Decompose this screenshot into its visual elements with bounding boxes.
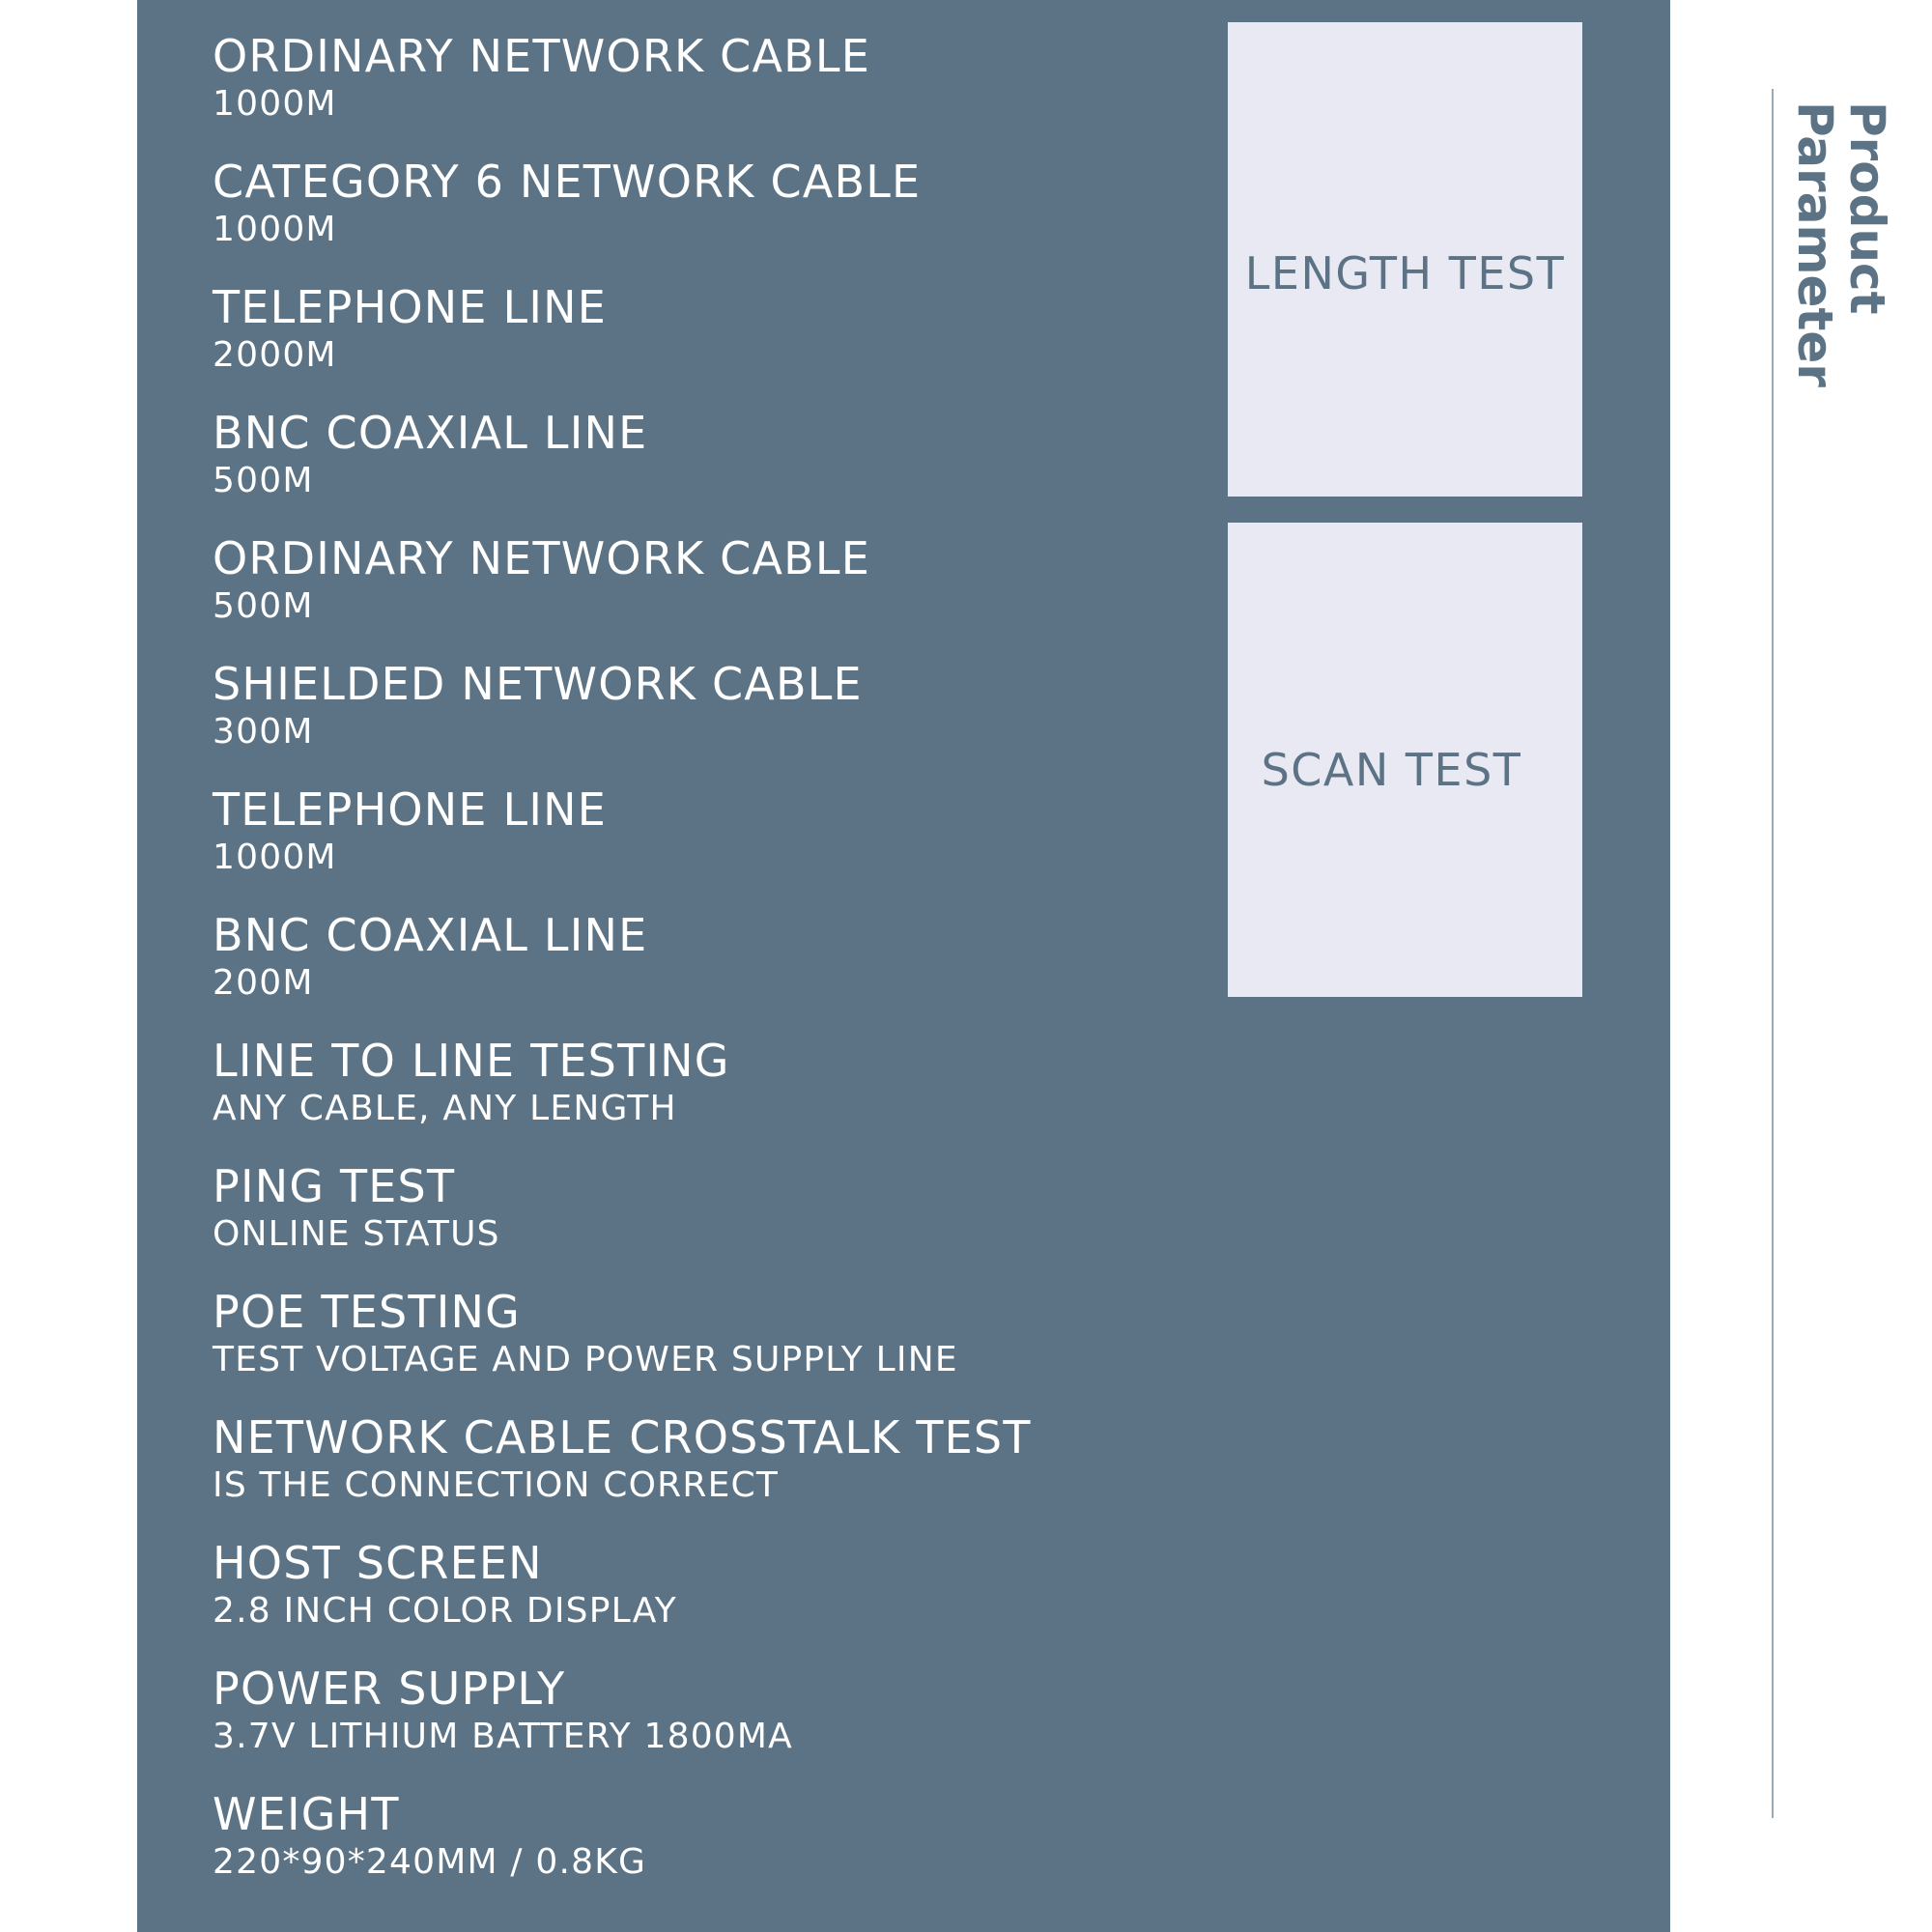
side-title-line2: Parameter (1787, 101, 1843, 387)
spec-label: POWER SUPPLY (213, 1662, 566, 1715)
spec-value: 500M (213, 586, 314, 626)
spec-item (213, 531, 1179, 657)
vertical-divider (1772, 89, 1774, 1818)
spec-label: SHIELDED NETWORK CABLE (213, 658, 863, 710)
spec-item (213, 155, 1179, 280)
spec-value: 1000M (213, 210, 337, 249)
spec-item (213, 1410, 1179, 1536)
spec-label: TELEPHONE LINE (213, 783, 607, 836)
spec-item (213, 1536, 1179, 1662)
scan-test-label: SCAN TEST (1261, 744, 1522, 796)
spec-value: 220*90*240MM / 0.8KG (213, 1842, 647, 1882)
spec-value: 200M (213, 963, 314, 1003)
spec-value: ANY CABLE, ANY LENGTH (213, 1089, 677, 1128)
spec-value: 3.7V LITHIUM BATTERY 1800MA (213, 1717, 793, 1756)
spec-item (213, 280, 1179, 406)
spec-item (213, 1034, 1179, 1159)
spec-value: 2.8 INCH COLOR DISPLAY (213, 1591, 677, 1631)
spec-label: TELEPHONE LINE (213, 281, 607, 333)
spec-value: 1000M (213, 838, 337, 877)
length-test-label: LENGTH TEST (1244, 247, 1566, 299)
spec-item (213, 657, 1179, 782)
spec-item (213, 29, 1179, 155)
spec-label: POE TESTING (213, 1286, 521, 1338)
spec-label: LINE TO LINE TESTING (213, 1035, 730, 1087)
spec-item (213, 908, 1179, 1034)
spec-value: 2000M (213, 335, 337, 375)
spec-list (213, 29, 1179, 1913)
spec-value: IS THE CONNECTION CORRECT (213, 1465, 780, 1505)
spec-item (213, 406, 1179, 531)
spec-label: CATEGORY 6 NETWORK CABLE (213, 156, 922, 208)
spec-item (213, 1662, 1179, 1787)
spec-value: TEST VOLTAGE AND POWER SUPPLY LINE (213, 1340, 958, 1379)
side-title-line1: Product (1839, 101, 1895, 315)
spec-item (213, 1787, 1179, 1913)
spec-value: 1000M (213, 84, 337, 124)
length-test-box (1228, 22, 1582, 497)
spec-label: ORDINARY NETWORK CABLE (213, 30, 871, 82)
spec-item (213, 782, 1179, 908)
spec-value: ONLINE STATUS (213, 1214, 500, 1254)
spec-label: BNC COAXIAL LINE (213, 909, 648, 961)
spec-item (213, 1159, 1179, 1285)
spec-item (213, 1285, 1179, 1410)
spec-value: 300M (213, 712, 314, 752)
spec-label: WEIGHT (213, 1788, 400, 1840)
spec-value: 500M (213, 461, 314, 500)
spec-label: NETWORK CABLE CROSSTALK TEST (213, 1411, 1032, 1463)
spec-label: PING TEST (213, 1160, 456, 1212)
spec-label: BNC COAXIAL LINE (213, 407, 648, 459)
spec-label: ORDINARY NETWORK CABLE (213, 532, 871, 584)
scan-test-box (1228, 523, 1582, 997)
product-parameter-title (1777, 101, 1895, 387)
spec-label: HOST SCREEN (213, 1537, 543, 1589)
